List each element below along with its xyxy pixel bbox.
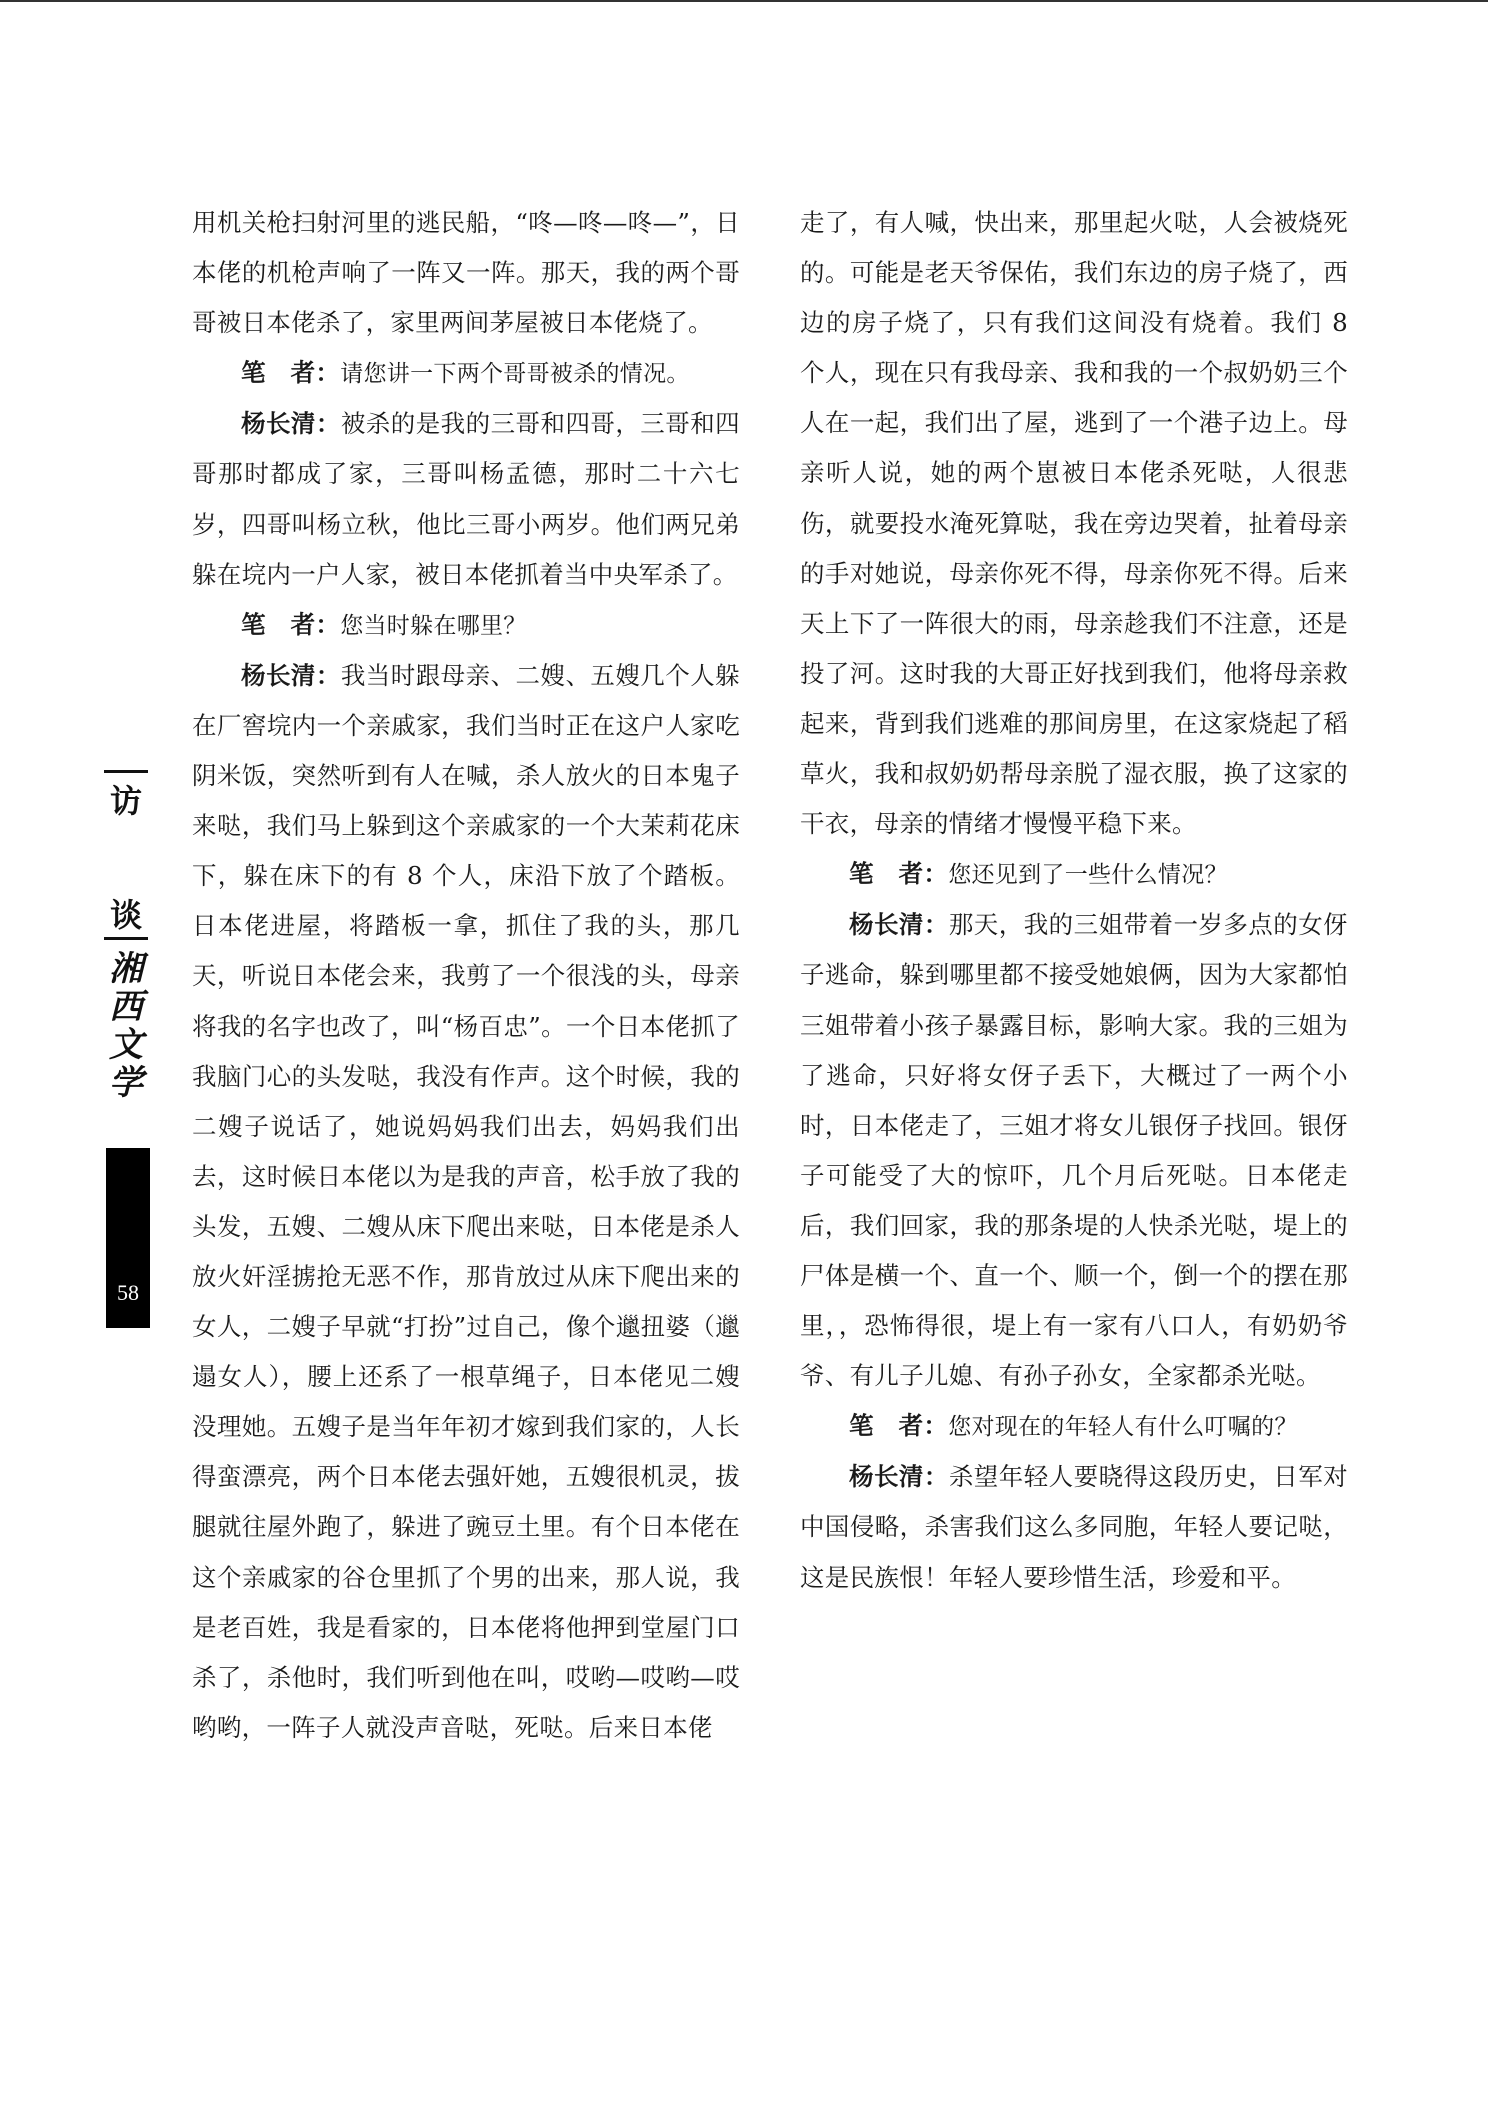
section-rule-bottom [104,937,148,940]
journal-logo-char: 西 [109,987,143,1027]
paragraph [192,399,740,599]
paragraph [800,849,1348,900]
speaker-label: 笔 者： [241,358,341,388]
right-column [800,198,1348,1603]
paragraph [800,1452,1348,1602]
page-number: 58 [117,1280,139,1305]
paragraph [800,198,1348,849]
section-label-top: 访 [109,782,142,820]
paragraph-text: 那天，我的三姐带着一岁多点的女伢子逃命，躲到哪里都不接受她娘俩，因为大家都怕三姐带着小孩子暴露目标，影响大家。我的三姐为了逃命，只好将女伢子丢下，大概过了一两个小时，日本佬走了，三姐才将女儿银伢子找回。银伢子可能受了大的惊吓，几个月后死哒。日本佬走后，我们回家，我的那条堤的人快杀光哒，堤上的尸体是横一个、直一个、顺一个，倒一个的摆在那里，，恐怖得很，堤上有一家有八口人，有奶奶爷爷、有儿子儿媳、有孙子孙女，全家都杀光哒。 [800,910,1348,1391]
paragraph [800,900,1348,1401]
paragraph-text: 您对现在的年轻人有什么叮嘱的？ [948,1414,1298,1441]
left-column [192,198,740,1753]
paragraph-text: 用机关枪扫射河里的逃民船，“咚—咚—咚—”，日本佬的机枪声响了一阵又一阵。那天，我的两个哥哥被日本佬杀了，家里两间茅屋被日本佬烧了。 [192,208,740,338]
paragraph-text: 您还见到了一些什么情况？ [948,862,1228,889]
paragraph [192,600,740,651]
section-label-bottom: 谈 [109,896,142,934]
paragraph-text: 杀望年轻人要晓得这段历史，日军对中国侵略，杀害我们这么多同胞，年轻人要记哒，这是民族恨！年轻人要珍惜生活，珍爱和平。 [800,1462,1348,1592]
paragraph [800,1401,1348,1452]
speaker-label: 杨长清： [849,910,949,940]
paragraph [192,651,740,1753]
top-rule [0,0,1488,2]
section-rule-top [104,770,148,773]
paragraph-text: 我当时跟母亲、二嫂、五嫂几个人躲在厂窖垸内一个亲戚家，我们当时正在这户人家吃阴米饭，突然听到有人在喊，杀人放火的日本鬼子来哒，我们马上躲到这个亲戚家的一个大茉莉花床下，躲在床下的有 8 个人，床沿下放了个踏板。日本佬进屋，将踏板一拿，抓住了我的头，那几天，听说日本佬会来，我剪了一个很浅的头，母亲将我的名字也改了，叫“杨百忠”。一个日本佬抓了我脑门心的头发哒，我没有作声。这个时候，我的二嫂子说话了，她说妈妈我们出去，妈妈我们出去，这时候日本佬以为是我的声音，松手放了我的头发，五嫂、二嫂从床下爬出来哒，日本佬是杀人放火奸淫掳抢无恶不作，那肯放过从床下爬出来的女人，二嫂子早就“打扮”过自己，像个邋扭婆（邋遢女人），腰上还系了一根草绳子，日本佬见二嫂没理她。五嫂子是当年年初才嫁到我们家的，人长得蛮漂亮，两个日本佬去强奸她，五嫂很机灵，拔腿就往屋外跑了，躲进了豌豆土里。有个日本佬在这个亲戚家的谷仓里抓了个男的出来，那人说，我是老百姓，我是看家的，日本佬将他押到堂屋门口杀了，杀他时，我们听到他在叫，哎哟—哎哟—哎哟哟，一阵子人就没声音哒，死哒。后来日本佬 [192,660,740,1742]
paragraph-text: 被杀的是我的三哥和四哥，三哥和四哥那时都成了家，三哥叫杨孟德，那时二十六七岁，四哥叫杨立秋，他比三哥小两岁。他们两兄弟躲在垸内一户人家，被日本佬抓着当中央军杀了。 [192,409,740,589]
paragraph-text: 您当时躲在哪里？ [340,612,527,639]
speaker-label: 笔 者： [241,609,341,639]
journal-logo-char: 文 [109,1025,143,1065]
paragraph-text: 请您讲一下两个哥哥被杀的情况。 [340,361,690,388]
speaker-label: 杨长清： [241,409,341,439]
journal-logo-char: 湘 [109,949,143,989]
section-marker [102,770,150,1102]
paragraph-text: 走了，有人喊，快出来，那里起火哒，人会被烧死的。可能是老天爷保佑，我们东边的房子烧了，西边的房子烧了，只有我们这间没有烧着。我们 8 个人，现在只有我母亲、我和我的一个叔奶奶三个人在一起，我们出了屋，逃到了一个港子边上。母亲听人说，她的两个崽被日本佬杀死哒，人很悲伤，就要投水淹死算哒，我在旁边哭着，扯着母亲的手对她说，母亲你死不得，母亲你死不得。后来天上下了一阵很大的雨，母亲趁我们不注意，还是投了河。这时我的大哥正好找到我们，他将母亲救起来，背到我们逃难的那间房里，在这家烧起了稻草火，我和叔奶奶帮母亲脱了湿衣服，换了这家的干衣，母亲的情绪才慢慢平稳下来。 [800,208,1348,839]
journal-logo [102,950,150,1102]
speaker-label: 笔 者： [849,859,949,889]
speaker-label: 杨长清： [241,660,341,690]
speaker-label: 笔 者： [849,1411,949,1441]
paragraph [192,348,740,399]
journal-logo-char: 学 [109,1063,143,1103]
paragraph [192,198,740,348]
speaker-label: 杨长清： [849,1462,949,1492]
page-number-box [106,1148,150,1328]
